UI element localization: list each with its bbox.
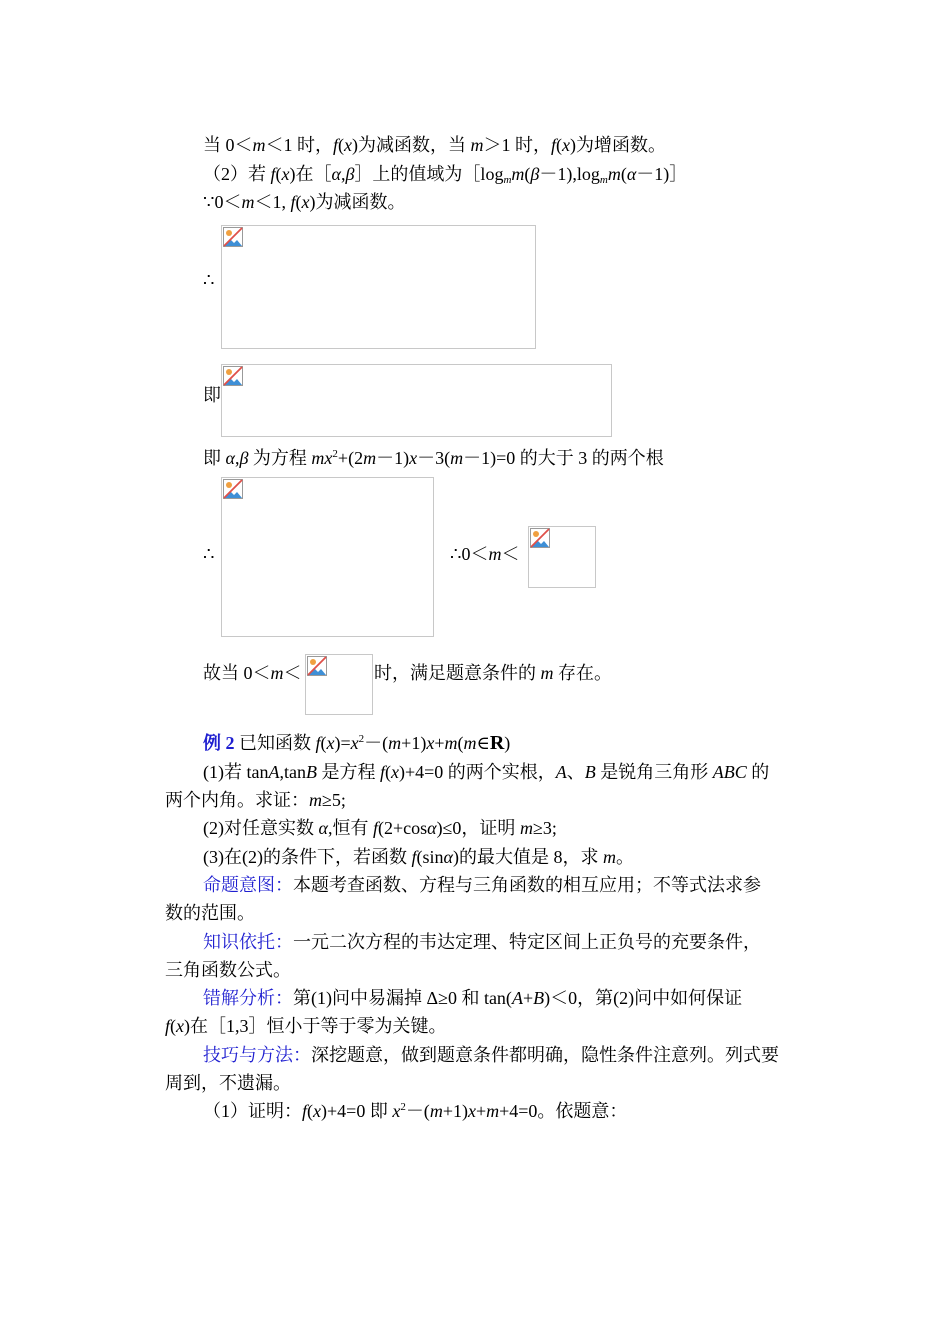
var-x: x <box>326 733 335 753</box>
text: )的最大值是 8，求 <box>452 847 603 867</box>
text: ∈ <box>476 733 490 753</box>
text: ( <box>307 1101 314 1121</box>
text: ＜1, <box>254 192 291 212</box>
broken-image-icon <box>223 479 243 499</box>
text: ＜ <box>501 544 520 564</box>
text: ＜ <box>283 663 302 683</box>
text: ≥3; <box>532 818 557 838</box>
var-m: m <box>429 1101 443 1121</box>
var-m: m <box>519 818 533 838</box>
var-m: m <box>488 544 502 564</box>
var-A: A <box>268 762 280 782</box>
subscript-m: m <box>599 174 608 186</box>
var-alpha: α <box>427 818 437 838</box>
text: ∵0＜ <box>203 192 242 212</box>
var-m: m <box>463 733 477 753</box>
text: －1) <box>376 448 410 468</box>
var-beta: β <box>345 164 355 184</box>
text: )＜0，第(2)问中如何保证 <box>544 988 743 1008</box>
text: 周到，不遗漏。 <box>165 1073 291 1093</box>
text: (sin <box>416 847 444 867</box>
text: 一元二次方程的韦达定理、特定区间上正负号的充要条件， <box>293 932 761 952</box>
therefore-symbol: ∴ <box>203 270 215 290</box>
text: 的 <box>746 762 770 782</box>
text: +(2 <box>337 448 364 468</box>
var-f: f <box>302 1101 308 1121</box>
var-m: m <box>241 192 255 212</box>
var-alpha: α <box>331 164 341 184</box>
text: (1)若 tan <box>203 762 269 782</box>
text: )为减函数，当 <box>352 135 471 155</box>
var-x: x <box>313 1101 322 1121</box>
text: ( <box>524 164 531 184</box>
text: + <box>522 988 534 1008</box>
text: －( <box>364 733 389 753</box>
text-line-12 <box>203 817 557 839</box>
text: ≥5; <box>322 790 346 810</box>
text: ( <box>170 1016 177 1036</box>
text: 时，满足题意条件的 <box>374 663 541 683</box>
text: )+4=0 即 <box>321 1101 393 1121</box>
var-m: m <box>511 164 525 184</box>
var-m: m <box>252 135 266 155</box>
text-line-21 <box>165 1072 291 1094</box>
var-alpha: α <box>626 164 637 184</box>
text: －1)］ <box>636 164 688 184</box>
text: ) <box>504 733 511 753</box>
subscript-m: m <box>503 174 512 186</box>
text-line-4 <box>203 269 214 291</box>
text: ( <box>385 762 391 782</box>
text: ＜1 时， <box>265 135 333 155</box>
var-x: x <box>301 192 310 212</box>
broken-image-icon <box>223 366 243 386</box>
text: 三角函数公式。 <box>165 960 291 980</box>
var-x: x <box>467 1101 476 1121</box>
text: 深挖题意，做到题意条件都明确，隐性条件注意列。列式要 <box>311 1045 779 1065</box>
text: ＞1 时， <box>483 135 552 155</box>
var-m: m <box>540 663 554 683</box>
text-line-7a <box>203 543 214 565</box>
therefore-symbol: ∴ <box>203 544 215 564</box>
var-alpha: α <box>443 847 453 867</box>
text-line-8b <box>374 662 612 684</box>
var-x: x <box>344 135 353 155</box>
text: , <box>340 164 346 184</box>
text: 故当 0＜ <box>203 663 271 683</box>
superscript: 2 <box>400 1101 406 1113</box>
text-line-17 <box>165 959 291 981</box>
text: ( <box>620 164 627 184</box>
text: +1) <box>442 1101 468 1121</box>
broken-image-icon <box>307 656 327 676</box>
text-line-11 <box>165 789 346 811</box>
var-m: m <box>270 663 284 683</box>
var-x: x <box>350 733 359 753</box>
var-m: m <box>388 733 402 753</box>
text: +1) <box>401 733 427 753</box>
text-line-16 <box>203 931 761 953</box>
text: －1),log <box>539 164 600 184</box>
text: + <box>434 733 445 753</box>
text: ( <box>338 135 345 155</box>
text: (2)对任意实数 <box>203 818 319 838</box>
text: (3)在(2)的条件下，若函数 <box>203 847 412 867</box>
var-x: x <box>426 733 435 753</box>
section-label-knowledge: 知识依托： <box>203 932 293 952</box>
var-x: x <box>409 448 418 468</box>
var-alpha: α <box>318 818 328 838</box>
text-line-8a <box>203 662 302 684</box>
text-line-5 <box>203 384 221 406</box>
text: －3( <box>417 448 451 468</box>
text: )= <box>334 733 351 753</box>
var-m: m <box>470 135 484 155</box>
var-m: m <box>602 847 616 867</box>
text: 。 <box>615 847 634 867</box>
equation-image-2 <box>221 364 612 437</box>
text-line-6 <box>203 447 664 469</box>
var-f: f <box>333 135 339 155</box>
var-m: m <box>444 733 458 753</box>
var-m: m <box>607 164 621 184</box>
text: 两个内角。求证： <box>165 790 309 810</box>
var-f: f <box>372 818 378 838</box>
var-x: x <box>176 1016 185 1036</box>
superscript: 2 <box>332 448 338 460</box>
var-m: m <box>309 790 322 810</box>
text: ∴0＜ <box>450 544 489 564</box>
equation-image-1 <box>221 225 536 349</box>
var-x: x <box>324 448 333 468</box>
var-A: A <box>555 762 567 782</box>
text: )在［1,3］恒小于等于零为关键。 <box>184 1016 447 1036</box>
text-line-20 <box>203 1044 779 1066</box>
var-x: x <box>392 1101 401 1121</box>
text: ( <box>275 164 282 184</box>
text: +4=0。依题意： <box>499 1101 628 1121</box>
text: 本题考查函数、方程与三角函数的相互应用；不等式法求参 <box>293 875 761 895</box>
var-f: f <box>270 164 276 184</box>
var-m: m <box>450 448 464 468</box>
text: ( <box>295 192 302 212</box>
text: )为增函数。 <box>570 135 667 155</box>
example-2-heading <box>203 732 510 754</box>
var-f: f <box>165 1016 171 1036</box>
text: （2）若 <box>203 164 271 184</box>
text: 为方程 <box>248 448 312 468</box>
text: 存在。 <box>553 663 612 683</box>
text: ( <box>457 733 464 753</box>
broken-image-icon <box>223 227 243 247</box>
text-line-1 <box>203 134 666 156</box>
text: 已知函数 <box>234 733 316 753</box>
text: (2+cos <box>377 818 428 838</box>
var-beta: β <box>239 448 249 468</box>
var-A: A <box>511 988 523 1008</box>
var-f: f <box>411 847 417 867</box>
var-B: B <box>584 762 596 782</box>
var-x: x <box>391 762 399 782</box>
var-f: f <box>315 733 321 753</box>
var-beta: β <box>530 164 540 184</box>
broken-image-icon <box>530 528 550 548</box>
var-alpha: α <box>225 448 235 468</box>
equation-image-3 <box>221 477 434 637</box>
var-x: x <box>281 164 290 184</box>
real-numbers-symbol: R <box>489 732 505 754</box>
var-f: f <box>290 192 296 212</box>
text-line-7b <box>450 543 519 565</box>
text: ( <box>320 733 327 753</box>
var-B: B <box>533 988 545 1008</box>
var-m: m <box>486 1101 500 1121</box>
text-line-10 <box>203 761 769 783</box>
text-line-22 <box>203 1100 627 1122</box>
text: －( <box>405 1101 430 1121</box>
text: , <box>234 448 240 468</box>
text-line-13 <box>203 846 634 868</box>
text: 数的范围。 <box>165 903 255 923</box>
text: )为减函数。 <box>309 192 406 212</box>
text: 当 0＜ <box>203 135 253 155</box>
text: ,恒有 <box>327 818 373 838</box>
text-line-3 <box>203 191 405 213</box>
text: 是方程 <box>316 762 380 782</box>
text: －1)=0 的大于 3 的两个根 <box>463 448 664 468</box>
text: 即 <box>203 448 226 468</box>
text: 即 <box>203 385 221 405</box>
text-line-2 <box>203 163 687 185</box>
text-line-18 <box>203 987 742 1009</box>
var-x: x <box>562 135 571 155</box>
var-m: m <box>311 448 325 468</box>
text: （1）证明： <box>203 1101 302 1121</box>
text: )+4=0 的两个实根， <box>399 762 556 782</box>
equation-image-5 <box>305 654 373 715</box>
text: 、 <box>566 762 585 782</box>
superscript: 2 <box>358 733 365 745</box>
var-ABC: ABC <box>712 762 747 782</box>
text: 第(1)问中易漏掉 Δ≥0 和 tan( <box>293 988 512 1008</box>
section-label-intent: 命题意图： <box>203 875 293 895</box>
text-line-15 <box>165 902 255 924</box>
var-B: B <box>305 762 317 782</box>
example-label: 例 2 <box>203 733 235 753</box>
equation-image-4 <box>528 526 596 588</box>
text: ( <box>556 135 563 155</box>
text: )在［ <box>289 164 332 184</box>
section-label-error-analysis: 错解分析： <box>203 988 293 1008</box>
section-label-techniques: 技巧与方法： <box>203 1045 311 1065</box>
text: )≤0，证明 <box>436 818 520 838</box>
var-f: f <box>379 762 385 782</box>
var-m: m <box>363 448 377 468</box>
text: ］上的值域为［log <box>354 164 504 184</box>
text: + <box>475 1101 487 1121</box>
text: 是锐角三角形 <box>595 762 713 782</box>
text-line-19 <box>165 1015 447 1037</box>
var-f: f <box>551 135 557 155</box>
text: ,tan <box>279 762 306 782</box>
text-line-14 <box>203 874 761 896</box>
